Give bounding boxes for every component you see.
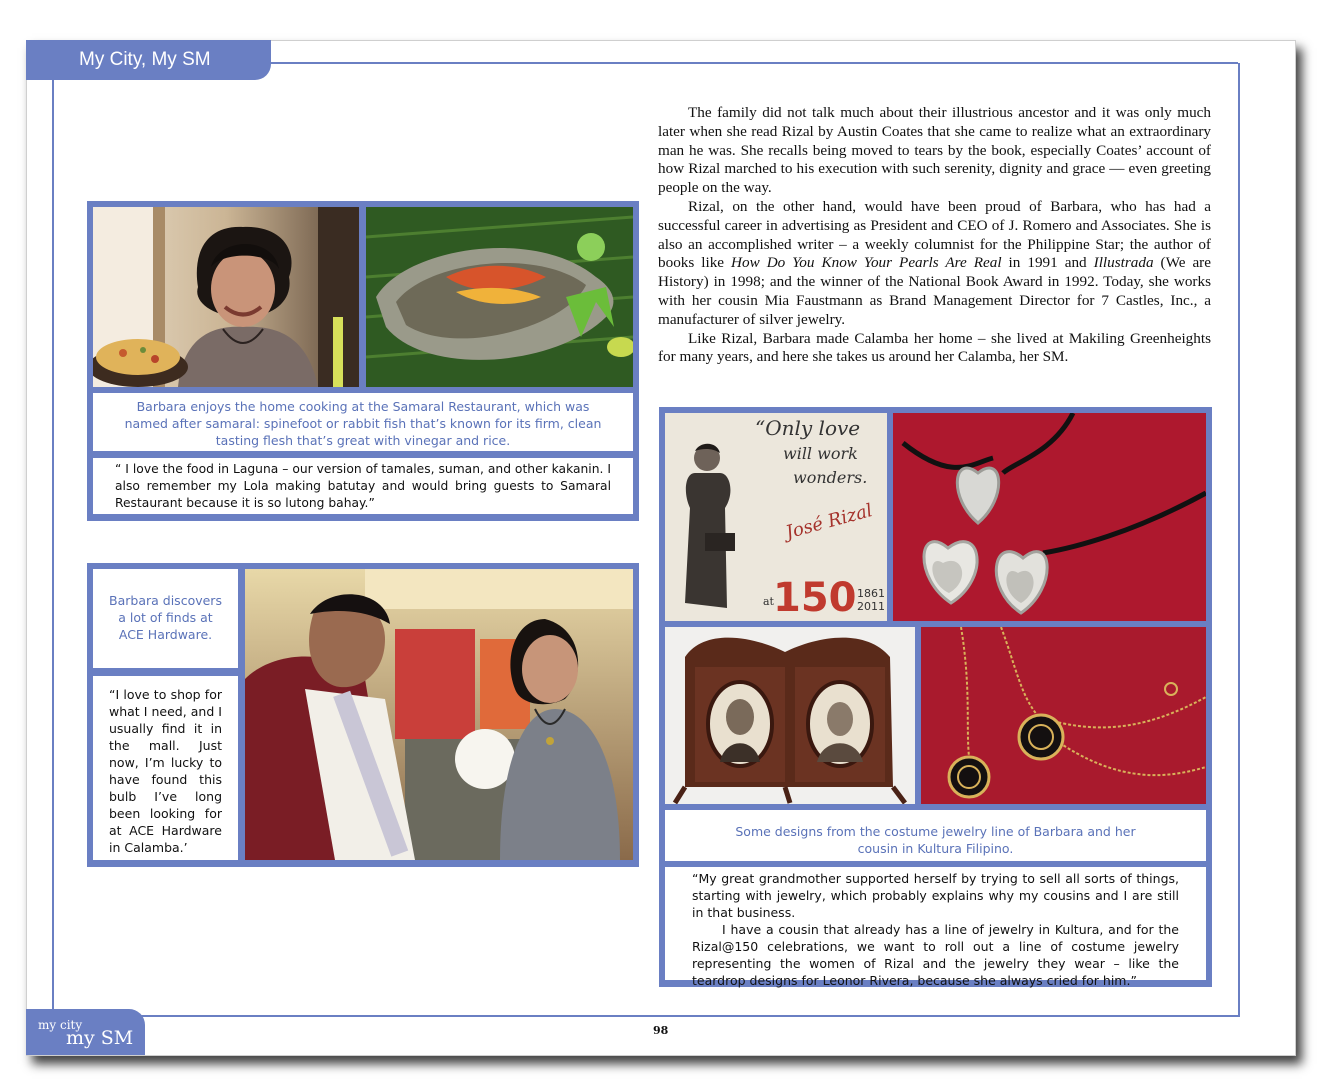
poster-year-start: 1861: [857, 587, 885, 600]
portrait-frame-photo: [665, 627, 915, 804]
poster-year-end: 2011: [857, 600, 885, 613]
book-title: Illustrada: [1093, 254, 1154, 272]
poster-150-number: 150: [773, 575, 857, 621]
page-number: 98: [653, 1024, 669, 1037]
page-frame-top-rule: [270, 62, 1238, 64]
article-paragraph-3: Like Rizal, Barbara made Calamba her home – she lived at Makiling Greenheights for many years, and here she takes us around her Calamba, her SM.: [658, 329, 1211, 366]
hardware-caption: Barbara discovers a lot of finds at ACE Hardware.: [93, 569, 238, 668]
jewelry-quote: [665, 867, 1206, 988]
barbara-dining-photo: [93, 207, 359, 387]
article-paragraph-1: The family did not talk much about their illustrious ancestor and it was only much later when she read Rizal by Austin Coates that she came to realize what an extraordinary man he was. She recalls being moved to tears by the book, especially Coates’ account of how Rizal marched to his execution with such serenity, dignity and grace — even greeting people on the way.: [658, 104, 1211, 197]
ace-hardware-photo: [245, 569, 633, 860]
logo-big-text: my SM: [66, 1027, 134, 1049]
my-city-my-sm-logo: [26, 1009, 145, 1055]
jewelry-caption: Some designs from the costume jewelry line of Barbara and her cousin in Kultura Filipino.: [665, 810, 1206, 861]
poster-quote-line-3: wonders.: [793, 468, 868, 487]
restaurant-quote: “ I love the food in Laguna – our version of tamales, suman, and other kakanin. I also remember my Lola making batutay and would bring guests to Samaral Restaurant because it is so lutong bahay.”: [93, 458, 633, 514]
restaurant-caption: Barbara enjoys the home cooking at the Samaral Restaurant, which was named after samaral: spinefoot or rabbit fish that’s known for its firm, clean tasting flesh that’s great with vinegar and rice.: [93, 393, 633, 451]
logo-small-text: my city: [38, 1018, 83, 1032]
jewelry-quote-paragraph-2: I have a cousin that already has a line of jewelry in Kultura, and for the Rizal@150 celebrations, we want to roll out a line of costume jewelry representing the women of Rizal and the jewelry they wear – like the teardrop designs for Leonor Rivera, because she always cried for him.”: [692, 922, 1179, 988]
article-paragraph-2: Rizal, on the other hand, would have been proud of Barbara, who has had a successful career in advertising as President and CEO of J. Romero and Associates. She is also an accomplished writer – a weekly columnist for the Philippine Star; the author of books like How Do You Know Your Pearls Are Real in 1991 and Illustrada (We are History) in 1998; and the winner of the National Book Award in 1992. Today, she works with her cousin Mia Faustmann as Brand Management Director for 7 Castles, Inc., a manufacturer of silver jewelry.: [658, 197, 1211, 328]
article-body: [658, 104, 1211, 367]
poster-quote-line-1: “Only love: [755, 416, 861, 440]
rizal-150-poster: [665, 413, 887, 621]
book-title: How Do You Know Your Pearls Are Real: [731, 254, 1002, 272]
poster-quote-line-2: will work: [783, 444, 858, 463]
heart-lockets-photo: [893, 413, 1206, 621]
rose-necklace-photo: [921, 627, 1206, 804]
poster-at-label: at: [763, 595, 774, 608]
rizal-signature: José Rizal: [783, 500, 875, 544]
grilled-fish-photo: [366, 207, 633, 387]
section-title: My City, My SM: [26, 40, 271, 80]
jewelry-quote-paragraph-1: “My great grandmother supported herself by trying to sell all sorts of things, starting with jewelry, which probably explains why my cousins and I are still in that business.: [692, 871, 1179, 920]
hardware-quote: “I love to shop for what I need, and I usually find it in the mall. Just now, I’m lucky to have found this bulb I’ve long been looking for at ACE Hardware in Calamba.’: [93, 676, 238, 860]
